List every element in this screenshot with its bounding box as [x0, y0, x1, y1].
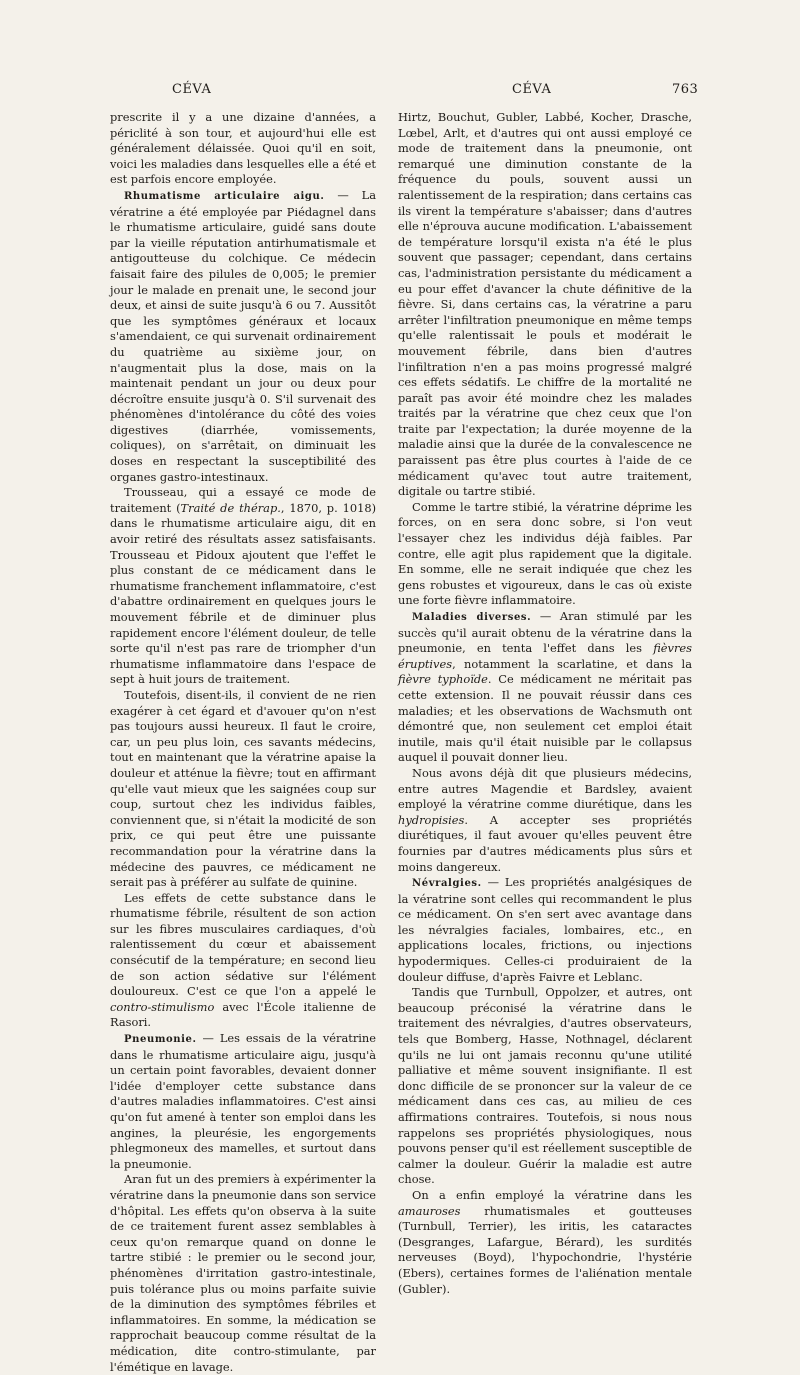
paragraph-turnbull: Tandis que Turnbull, Oppolzer, et autres, ont beaucoup préconisé la vératrine dans le traitement des névralgies, d'autres observateurs, tels que Bomberg, Hasse, Nothnagel, déclarent qu'ils ne lui ont jamais reconnu qu'une utilité palliative et même souvent insignifiante. Il est donc difficile de se prononcer sur la valeur de ce médicament dans ces cas, au milieu de ces affirmations contraires. Toutefois, si nous nous rappelons ses propriétés physiologiques, nous pouvons penser qu'il est réellement susceptible de calmer la douleur. Guérir la maladie est autre chose. — [398, 985, 692, 1187]
paragraph-pneumonie: Pneumonie. — Les essais de la vératrine dans le rhumatisme articulaire aigu, jusqu'à un certain point favorables, devaient donner l'idée d'employer cette substance dans d'autres maladies inflammatoires. C'est ainsi qu'on fut amené à tenter son emploi dans les angines, la pleurésie, les engorgements phlegmoneux des mamelles, et surtout dans la pneumonie. — [110, 1031, 376, 1171]
paragraph-amauroses: On a enfin employé la vératrine dans les amauroses rhumatismales et goutteuses (Turnbull, Terrier), les iritis, les cataractes (Desgranges, Lafargue, Bérard), les surdités nerveuses (Boyd), l'hypochondrie, l'hystérie (Ebers), certaines formes de l'aliénation mentale (Gubler). — [398, 1187, 692, 1296]
section-heading-maladies-diverses: Maladies diverses. — [412, 612, 532, 623]
header-left-title: CÉVA — [172, 82, 212, 97]
paragraph-maladies-diverses: Maladies diverses. — Aran stimulé par les succès qu'il aurait obtenu de la vératrine dans la pneumonie, en tenta l'effet dans les fièvres éruptives, notamment la scarlatine, et dans la fièvre typhoïde. Ce médicament ne méritait pas cette extension. Il ne pouvait réussir dans ces maladies; et les observations de Wachsmuth ont démontré que, non seulement cet emploi était inutile, mais qu'il était nuisible par le collapsus auquel il pouvait donner lieu. — [398, 609, 692, 765]
header-right-title: CÉVA — [512, 82, 552, 97]
citation-traite: Traité de thérap. — [180, 500, 281, 515]
section-heading-nevralgies: Névralgies. — [412, 878, 482, 890]
term-fievre-typhoide: fièvre typhoïde — [398, 672, 488, 687]
right-column — [398, 110, 692, 1296]
paragraph-rhumatisme: Rhumatisme articulaire aigu. — La vératrine a été employée par Piédagnel dans le rhumatisme articulaire, guidé sans doute par la vieille réputation antirhumatismale et antigoutteuse du colchique. Ce médecin faisait faire des pilules de 0,005; le premier jour le malade en prenait une, le second jour deux, et ainsi de suite jusqu'à 6 ou 7. Aussitôt que les symptômes généraux et locaux s'amendaient, ce qui survenait ordinairement du quatrième au sixième jour, on n'augmentait plus la dose, mais on la maintenait pendant un jour ou deux pour décroître ensuite jusqu'à 0. S'il survenait des phénomènes d'intolérance du côté des voies digestives (diarrhée, vomissements, coliques), on s'arrêtait, on diminuait les doses en respectant la susceptibilité des organes gastro-intestinaux. — [110, 187, 376, 484]
paragraph-hirtz: Hirtz, Bouchut, Gubler, Labbé, Kocher, Drasche, Lœbel, Arlt, et d'autres qui ont aussi employé ce mode de traitement dans la pneumonie, ont remarqué une diminution constante de la fréquence du pouls, souvent aussi un ralentissement de la respiration; dans certains cas ils virent la température s'abaisser; dans d'autres elle n'éprouva aucune modification. L'abaissement de température lorsqu'il exista n'a été le plus souvent que passager; cependant, dans certains cas, l'administration persistante du médicament a eu pour effet d'avancer la chute définitive de la fièvre. Si, dans certains cas, la vératrine a paru arrêter l'infiltration pneumonique en même temps qu'elle ralentissait le pouls et modérait le mouvement fébrile, dans bien d'autres l'infiltration n'en a pas moins progressé malgré ces effets sédatifs. Le chiffre de la mortalité ne paraît pas avoir été moindre chez les malades traités par la vératrine que chez ceux que l'on traite par l'expectation; la durée moyenne de la maladie ainsi que la durée de la convalescence ne paraissent pas être plus courtes à l'aide de ce médicament qu'avec tout autre traitement, digitale ou tartre stibié. — [398, 110, 692, 499]
paragraph-diuretique: Nous avons déjà dit que plusieurs médecins, entre autres Magendie et Bardsley, avaient employé la vératrine comme diurétique, dans les hydropisies. A accepter ses propriétés diurétiques, il faut avouer qu'elles peuvent être fournies par d'autres médicaments plus sûrs et moins dangereux. — [398, 765, 692, 874]
term-fievres-eruptives: fièvres éruptives — [398, 641, 692, 671]
page-number: 763 — [672, 82, 699, 97]
paragraph-effets: Les effets de cette substance dans le rhumatisme fébrile, résultent de son action sur les fibres musculaires cardiaques, d'où ralentissement du cœur et abaissement consécutif de la température; en second lieu de son action sédative sur l'élément douloureux. C'est ce que l'on a appelé le contro-stimulismo avec l'École italienne de Rasori. — [110, 890, 376, 1030]
term-hydropisies: hydropisies — [398, 812, 465, 827]
paragraph-toutefois: Toutefois, disent-ils, il convient de ne rien exagérer à cet égard et d'avouer qu'on n'est pas toujours aussi heureux. Il faut le croire, car, un peu plus loin, ces savants médecins, tout en maintenant que la vératrine apaise la douleur et atténue la fièvre; tout en affirmant qu'elle vaut mieux que les saignées coup sur coup, surtout chez les individus faibles, conviennent que, si n'était la modicité de son prix, ce qui peut être une puissante recommandation pour la vératrine dans la médecine des pauvres, ce médicament ne serait pas à préférer au sulfate de quinine. — [110, 687, 376, 890]
paragraph-tartre: Comme le tartre stibié, la vératrine déprime les forces, on en sera donc sobre, si l'on veut l'essayer chez les individus déjà faibles. Par contre, elle agit plus rapidement que la digitale. En somme, elle ne serait indiquée que chez les gens robustes et vigoureux, dans le cas où existe une forte fièvre inflammatoire. — [398, 499, 692, 608]
term-contro-stimulismo: contro-stimulismo — [110, 999, 215, 1014]
term-amauroses: amauroses — [398, 1203, 461, 1218]
paragraph-nevralgies: Névralgies. — Les propriétés analgésiques de la vératrine sont celles qui recommandent le plus ce médicament. On s'en sert avec avantage dans les névralgies faciales, lombaires, etc., en applications locales, frictions, ou injections hypodermiques. Celles-ci produiraient de la douleur diffuse, d'après Faivre et Leblanc. — [398, 875, 692, 984]
paragraph-aran: Aran fut un des premiers à expérimenter la vératrine dans la pneumonie dans son service d'hôpital. Les effets qu'on observa à la suite de ce traitement furent assez semblables à ceux qu'on remarque quand on donne le tartre stibié : le premier ou le second jour, phénomènes d'irritation gastro-intestinale, puis tolérance plus ou moins parfaite suivie de la diminution des symptômes fébriles et inflammatoires. En somme, la médication se rapprochait beaucoup comme résultat de la médication, dite contro-stimulante, par l'émétique en lavage. — [110, 1172, 376, 1374]
left-column — [110, 110, 377, 1374]
section-heading-rhumatisme: Rhumatisme articulaire aigu. — [124, 190, 325, 202]
paragraph-trousseau: Trousseau, qui a essayé ce mode de traitement (Traité de thérap., 1870, p. 1018) dans le rhumatisme articulaire aigu, dit en avoir retiré des résultats assez satisfaisants. Trousseau et Pidoux ajoutent que l'effet le plus constant de ce médicament dans le rhumatisme franchement inflammatoire, c'est d'abattre ordinairement en quelques jours le mouvement fébrile et de diminuer plus rapidement encore l'élément douleur, de telle sorte qu'il n'est pas rare de triompher d'un rhumatisme inflammatoire dans l'espace de sept à huit jours de traitement. — [110, 485, 377, 687]
running-header — [0, 82, 800, 102]
section-heading-pneumonie: Pneumonie. — [124, 1034, 197, 1046]
paragraph-continuation: prescrite il y a une dizaine d'années, a périclité à son tour, et aujourd'hui elle est généralement délaissée. Quoi qu'il en soit, voici les maladies dans lesquelles elle a été et est parfois encore employée. — [110, 110, 376, 187]
